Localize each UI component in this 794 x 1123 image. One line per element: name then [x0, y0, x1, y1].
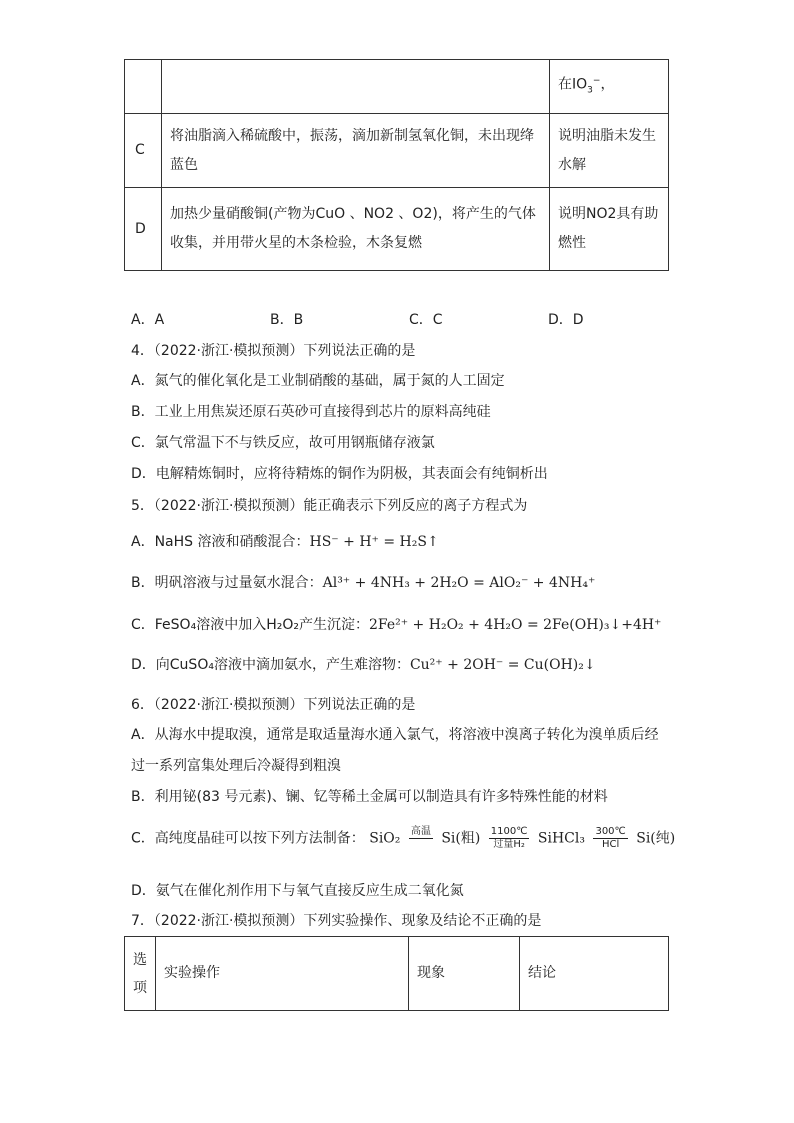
option-a: A．A [131, 312, 165, 328]
question-stem: 5．（2022·浙江·模拟预测）能正确表示下列反应的离子方程式为 [131, 498, 528, 514]
choice-a-line2: 过一系列富集处理后冷凝得到粗溴 [131, 758, 341, 774]
header-option: 选项 [125, 937, 156, 1011]
choice-c [131, 616, 661, 634]
arrow-condition: 300℃ [595, 826, 626, 837]
table-row [125, 60, 669, 114]
choice-text: C．高纯度晶硅可以按下列方法制备： [131, 830, 365, 847]
choice-b: B．利用铋(83 号元素)、镧、钇等稀土金属可以制造具有许多特殊性能的材料 [131, 789, 608, 805]
reaction-arrow [593, 826, 627, 851]
table-header-row [125, 937, 669, 1011]
question-stem: 4．（2022·浙江·模拟预测）下列说法正确的是 [131, 343, 416, 359]
choice-b: B．工业上用焦炭还原石英砂可直接得到芯片的原料高纯硅 [131, 404, 491, 420]
choice-a [131, 533, 439, 551]
choice-b [131, 574, 595, 592]
row-conclusion: 在$IO_3^-$， [550, 60, 669, 114]
header-phenomenon: 现象 [409, 937, 520, 1011]
reaction-arrow [489, 826, 530, 851]
reaction-arrow [409, 826, 433, 851]
formula: SiO₂ [369, 830, 401, 847]
formula: Si(纯) [636, 830, 676, 847]
option-c: C．C [409, 312, 443, 328]
arrow-condition: 1100℃ [490, 826, 528, 837]
row-conclusion: 说明NO2具有助燃性 [550, 188, 669, 271]
answer-options [131, 311, 687, 329]
table-row [125, 188, 669, 271]
row-operation: 将油脂滴入稀硫酸中，振荡，滴加新制氢氧化铜，未出现绛蓝色 [162, 114, 550, 188]
choice-a-line1: A．从海水中提取溴，通常是取适量海水通入氯气，将溶液中溴离子转化为溴单质后经 [131, 727, 659, 743]
row-label: D [125, 188, 162, 271]
arrow-condition: 高温 [410, 826, 431, 837]
choice-d: D．电解精炼铜时，应将待精炼的铜作为阴极，其表面会有纯铜析出 [131, 466, 548, 482]
option-b: B．B [270, 312, 304, 328]
choice-a: A．氮气的催化氧化是工业制硝酸的基础，属于氮的人工固定 [131, 373, 505, 389]
choice-c [131, 826, 675, 851]
question-stem: 6．（2022·浙江·模拟预测）下列说法正确的是 [131, 697, 416, 713]
experiment-table [124, 936, 669, 1011]
formula: Si(粗) [441, 830, 481, 847]
choice-d: D．氨气在催化剂作用下与氧气直接反应生成二氧化氮 [131, 883, 464, 899]
header-operation: 实验操作 [156, 937, 409, 1011]
row-label [125, 60, 162, 114]
options-table-top [124, 59, 669, 271]
choice-text: C．FeSO₄溶液中加入H₂O₂产生沉淀： [131, 617, 369, 633]
equation: HS⁻ + H⁺ = H₂S↑ [309, 534, 439, 550]
row-operation [162, 60, 550, 114]
choice-text: A．NaHS 溶液和硝酸混合： [131, 534, 310, 550]
choice-text: D．向CuSO₄溶液中滴加氨水，产生难溶物： [131, 657, 410, 673]
question-stem: 7．（2022·浙江·模拟预测）下列实验操作、现象及结论不正确的是 [131, 913, 542, 929]
arrow-condition: 过量H₂ [493, 839, 525, 850]
equation: Cu²⁺ + 2OH⁻ = Cu(OH)₂↓ [409, 657, 596, 673]
choice-text: B．明矾溶液与过量氨水混合： [131, 575, 323, 591]
choice-d [131, 656, 596, 674]
row-operation: 加热少量硝酸铜(产物为CuO 、NO2 、O2)，将产生的气体收集，并用带火星的木条检验，木条复燃 [162, 188, 550, 271]
table-row [125, 114, 669, 188]
option-d: D．D [548, 312, 584, 328]
row-conclusion: 说明油脂未发生水解 [550, 114, 669, 188]
arrow-condition: HCl [601, 839, 620, 850]
row-label: C [125, 114, 162, 188]
equation: Al³⁺ + 4NH₃ + 2H₂O = AlO₂⁻ + 4NH₄⁺ [322, 575, 596, 591]
header-conclusion: 结论 [520, 937, 669, 1011]
equation: 2Fe²⁺ + H₂O₂ + 4H₂O = 2Fe(OH)₃↓+4H⁺ [368, 617, 662, 633]
choice-c: C．氯气常温下不与铁反应，故可用钢瓶储存液氯 [131, 435, 435, 451]
formula: SiHCl₃ [537, 830, 585, 847]
